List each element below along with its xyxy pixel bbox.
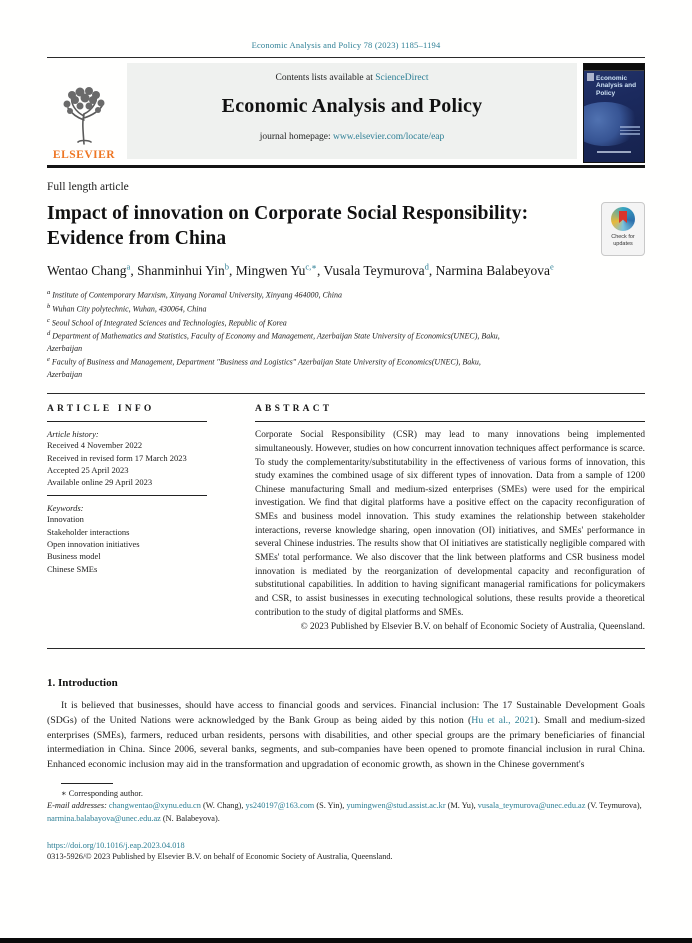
affiliation: $^c$ Seoul School of Integrated Sciences and Technologies, Republic of Korea	[47, 316, 287, 328]
doi-line	[47, 841, 645, 850]
author: Shanminhui Yin$^b$,	[137, 261, 236, 279]
contents-prefix: Contents lists available at	[275, 73, 376, 83]
article-info-column	[47, 404, 229, 633]
article-title: Impact of innovation on Corporate Social Responsibility: Evidence from China	[47, 203, 529, 249]
cover-title: Economic Analysis and Policy	[596, 75, 637, 97]
history-label: Article history:	[47, 429, 99, 440]
corresponding-author-note: ∗ Corresponding author.	[61, 788, 143, 798]
email-label: E-mail addresses:	[47, 801, 109, 811]
author: Mingwen $Yu^{c,∗}$,	[235, 261, 324, 279]
article-type-label: Full length article	[47, 181, 129, 193]
keyword: Innovation	[47, 514, 84, 525]
email-addresses-line: E-mail addresses: changwentao@xynu.edu.cn (W. Chang), ys240197@163.com (S. Yin), yumingwen@stud.assist.ac.kr (M. Yu), vusala_teymurova@unec.edu.az (V. Teymurova), narmina.balabayova@unec.edu.az (N. Balabeyova).	[47, 801, 642, 823]
elsevier-logo	[47, 63, 121, 163]
abstract-heading: ABSTRACT	[255, 403, 333, 414]
header-top-rule	[47, 57, 645, 58]
info-abstract-section	[47, 404, 645, 633]
footnote-block	[47, 783, 645, 825]
email-link[interactable]: narmina.balabayova@unec.edu.az	[47, 813, 161, 823]
article-info-heading: ARTICLE INFO	[47, 403, 155, 414]
author-list	[47, 262, 645, 280]
cover-top-band	[584, 64, 644, 71]
keywords-label: Keywords:	[47, 503, 84, 514]
email-link[interactable]: ys240197@163.com	[245, 801, 315, 811]
check-updates-label: Check for updates	[611, 234, 635, 248]
author: Wentao Chang$^a$,	[47, 261, 138, 279]
history-item: Accepted 25 April 2023	[47, 464, 129, 475]
keyword: Chinese SMEs	[47, 563, 98, 574]
homepage-prefix: journal homepage:	[259, 132, 334, 142]
article-info-rule	[47, 421, 207, 423]
sciencedirect-link[interactable]: ScienceDirect	[375, 73, 429, 83]
section-heading-introduction: 1. Introduction	[47, 677, 118, 690]
cover-text-lines	[620, 126, 640, 137]
citation-link-hu-2021[interactable]: Hu et al., 2021	[471, 715, 535, 727]
history-item: Received 4 November 2022	[47, 440, 143, 451]
abstract-text: Corporate Social Responsibility (CSR) may lead to many innovations being implemented simultaneously. However, studies on how concurrent innovation techniques affect performance is scarce. To study the complementarity/substitutability in the effectiveness of various forms of innovation, this study examines the combined usage of six different types of innovation. Data from a sample of 1200 Chinese manufacturing Small and medium-sized enterprises (SMEs) were used for the empirical investigation. We find that digital platforms have a positive effect on the capacity reconfiguration of SMEs and business model innovation. This study examines the relationship between stakeholder interactions, reverse knowledge sharing, open innovation (OI) initiatives, and SMEs' performance in several Chinese industries. The results show that OI initiatives are statistically negligible compared with SMEs' total performance. We also discover that the link between platforms and CSR business model innovation is mediated by the reorganization of developmental capacity and reconfiguration of substitutional capabilities. In addition to having significant managerial ramifications for policymakers and CSR, to assist businesses in executing technological solutions, these results provide a theoretical contribution to the study of digital platforms and SMEs.	[255, 430, 645, 618]
info-top-rule	[47, 393, 645, 394]
author-affil-sup: e	[549, 261, 554, 272]
running-head-citation: Economic Analysis and Policy 78 (2023) 1185–1194	[251, 40, 441, 50]
abstract-bottom-rule	[47, 648, 645, 649]
affiliation: $^b$ Wuhan City polytechnic, Wuhan, 430064, China	[47, 303, 207, 314]
journal-homepage-link[interactable]: www.elsevier.com/locate/eap	[333, 132, 445, 142]
abstract-rule	[255, 421, 645, 423]
author: Vusala Teymurova$^d$,	[323, 261, 436, 279]
title-block	[47, 202, 645, 381]
keywords-rule	[47, 495, 207, 496]
author-affil-sup: b	[224, 261, 229, 272]
author-affil-sup corresponding-author-mark: c,∗	[305, 261, 318, 272]
email-link[interactable]: vusala_teymurova@unec.edu.az	[477, 801, 586, 811]
intro-text: It is believed that businesses, should have access to financial goods and services. Financial inclusion: The 17 Sustainable Development Goals (SDGs) of the United Nations were acknowledged by the Bank Group as being aided by this notion (	[47, 700, 645, 727]
crossmark-icon	[611, 207, 635, 231]
cover-editor-line	[584, 140, 644, 158]
homepage-line	[127, 132, 577, 142]
introduction-paragraph	[47, 699, 645, 772]
keyword: Stakeholder interactions	[47, 526, 130, 537]
journal-cover-thumbnail[interactable]	[583, 63, 645, 163]
history-item: Received in revised form 17 March 2023	[47, 452, 187, 463]
crossmark-bookmark-icon	[619, 211, 627, 223]
affiliation: $^d$ Department of Mathematics and Statistics, Faculty of Economy and Management, Azerbaijan State University of Economics(UNEC), Baku, Azerbaijan	[47, 330, 500, 354]
email-link[interactable]: changwentao@xynu.edu.cn	[108, 801, 201, 811]
journal-title: Economic Analysis and Policy	[221, 95, 483, 117]
keyword: Business model	[47, 551, 101, 562]
elsevier-wordmark: ELSEVIER	[52, 149, 116, 161]
affiliation: $^e$ Faculty of Business and Management, Department "Business and Logistics" Azerbaijan State University of Economics(UNEC), Baku, Azerbaijan	[47, 356, 481, 379]
header-bottom-rule	[47, 165, 645, 168]
elsevier-tree-icon	[58, 86, 110, 148]
footnote-rule	[61, 783, 113, 784]
affiliation-list	[47, 288, 645, 380]
affiliation: $^a$ Institute of Contemporary Marxism, Xinyang Noramal University, Xinyang 464000, China	[47, 289, 343, 301]
cover-publisher-mark	[587, 73, 594, 81]
keyword: Open innovation initiatives	[47, 539, 140, 550]
abstract-copyright: © 2023 Published by Elsevier B.V. on behalf of Economic Society of Australia, Queensland.	[300, 622, 645, 633]
journal-banner	[127, 63, 577, 159]
email-link[interactable]: yumingwen@stud.assist.ac.kr	[346, 801, 446, 811]
issn-copyright-line: 0313-5926/© 2023 Published by Elsevier B.V. on behalf of Economic Society of Australia, Queensland.	[47, 852, 393, 862]
doi-link[interactable]: https://doi.org/10.1016/j.eap.2023.04.018	[47, 841, 185, 851]
author-affil-sup: a	[126, 261, 131, 272]
check-for-updates-badge[interactable]	[601, 202, 645, 256]
page-bottom-edge	[0, 938, 692, 943]
history-item: Available online 29 April 2023	[47, 477, 153, 488]
author: Narmina Balabeyova$^e$	[435, 261, 554, 279]
contents-line	[127, 73, 577, 83]
author-affil-sup: d	[424, 261, 429, 272]
journal-header	[47, 63, 645, 163]
intro-text: ). Small and medium-sized enterprises (SMEs), farmers, reduced urban residents, persons with disabilities, and other special groups are the primary beneficiaries of financial intermediation in China. Since 2006, several banks, segments, and sub-companies have been opened to promote financial inclusion in rural China. Enhanced economic inclusion may aid in the transformation and upgradation of economic growth, as shown in the Chinese government's	[47, 715, 645, 771]
abstract-column	[255, 404, 645, 633]
